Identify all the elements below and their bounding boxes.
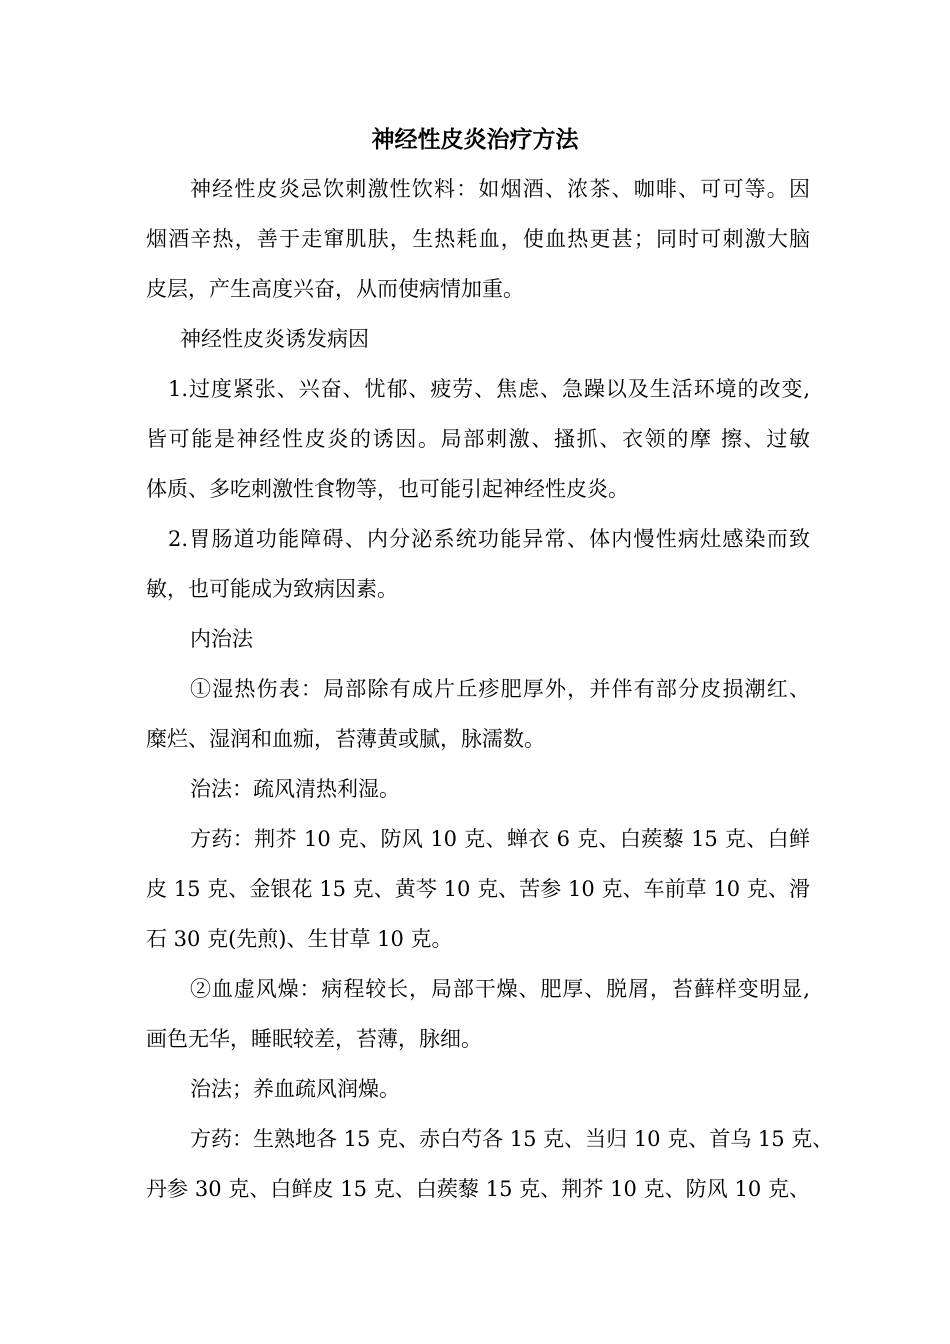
body-line: 方药：生熟地各 15 克、赤白芍各 15 克、当归 10 克、首乌 15 克、	[190, 1127, 834, 1151]
body-line: 糜烂、湿润和血痂，苔薄黄或腻，脉濡数。	[146, 727, 545, 751]
body-line: 治法；养血疏风润燥。	[190, 1077, 400, 1101]
body-line: 皮 15 克、金银花 15 克、黄芩 10 克、苦参 10 克、车前草 10 克、滑	[146, 877, 810, 901]
body-line: 治法：疏风清热利湿。	[190, 777, 400, 801]
body-line: ①湿热伤表：局部除有成片丘疹肥厚外，并伴有部分皮损潮红、	[190, 677, 810, 701]
body-line: 皮层，产生高度兴奋，从而使病情加重。	[146, 277, 524, 301]
body-line: 画色无华，睡眠较差，苔薄，脉细。	[146, 1027, 482, 1051]
body-line: 体质、多吃刺激性食物等，也可能引起神经性皮炎。	[146, 477, 629, 501]
body-line: ②血虚风燥：病程较长，局部干燥、肥厚、脱屑，苔藓样变明显,	[190, 977, 810, 1001]
body-line: 1.过度紧张、兴奋、忧郁、疲劳、焦虑、急躁以及生活环境的改变,	[168, 377, 810, 401]
section-heading: 神经性皮炎诱发病因	[180, 327, 369, 351]
body-line: 2.胃肠道功能障碍、内分泌系统功能异常、体内慢性病灶感染而致	[168, 527, 810, 551]
document-title: 神经性皮炎治疗方法	[371, 126, 579, 153]
body-line: 神经性皮炎忌饮刺激性饮料：如烟酒、浓茶、咖啡、可可等。因	[190, 177, 810, 201]
body-line: 敏，也可能成为致病因素。	[146, 577, 398, 601]
body-line: 皆可能是神经性皮炎的诱因。局部刺激、搔抓、衣领的摩 擦、过敏	[146, 427, 810, 451]
section-heading: 内治法	[190, 627, 253, 651]
body-line: 石 30 克(先煎)、生甘草 10 克。	[146, 927, 453, 951]
body-line: 烟酒辛热，善于走窜肌肤，生热耗血，使血热更甚；同时可刺激大脑	[146, 227, 810, 251]
body-line: 方药：荆芥 10 克、防风 10 克、蝉衣 6 克、白蒺藜 15 克、白鲜	[190, 827, 810, 851]
body-line: 丹参 30 克、白鲜皮 15 克、白蒺藜 15 克、荆芥 10 克、防风 10 克、	[146, 1177, 810, 1201]
